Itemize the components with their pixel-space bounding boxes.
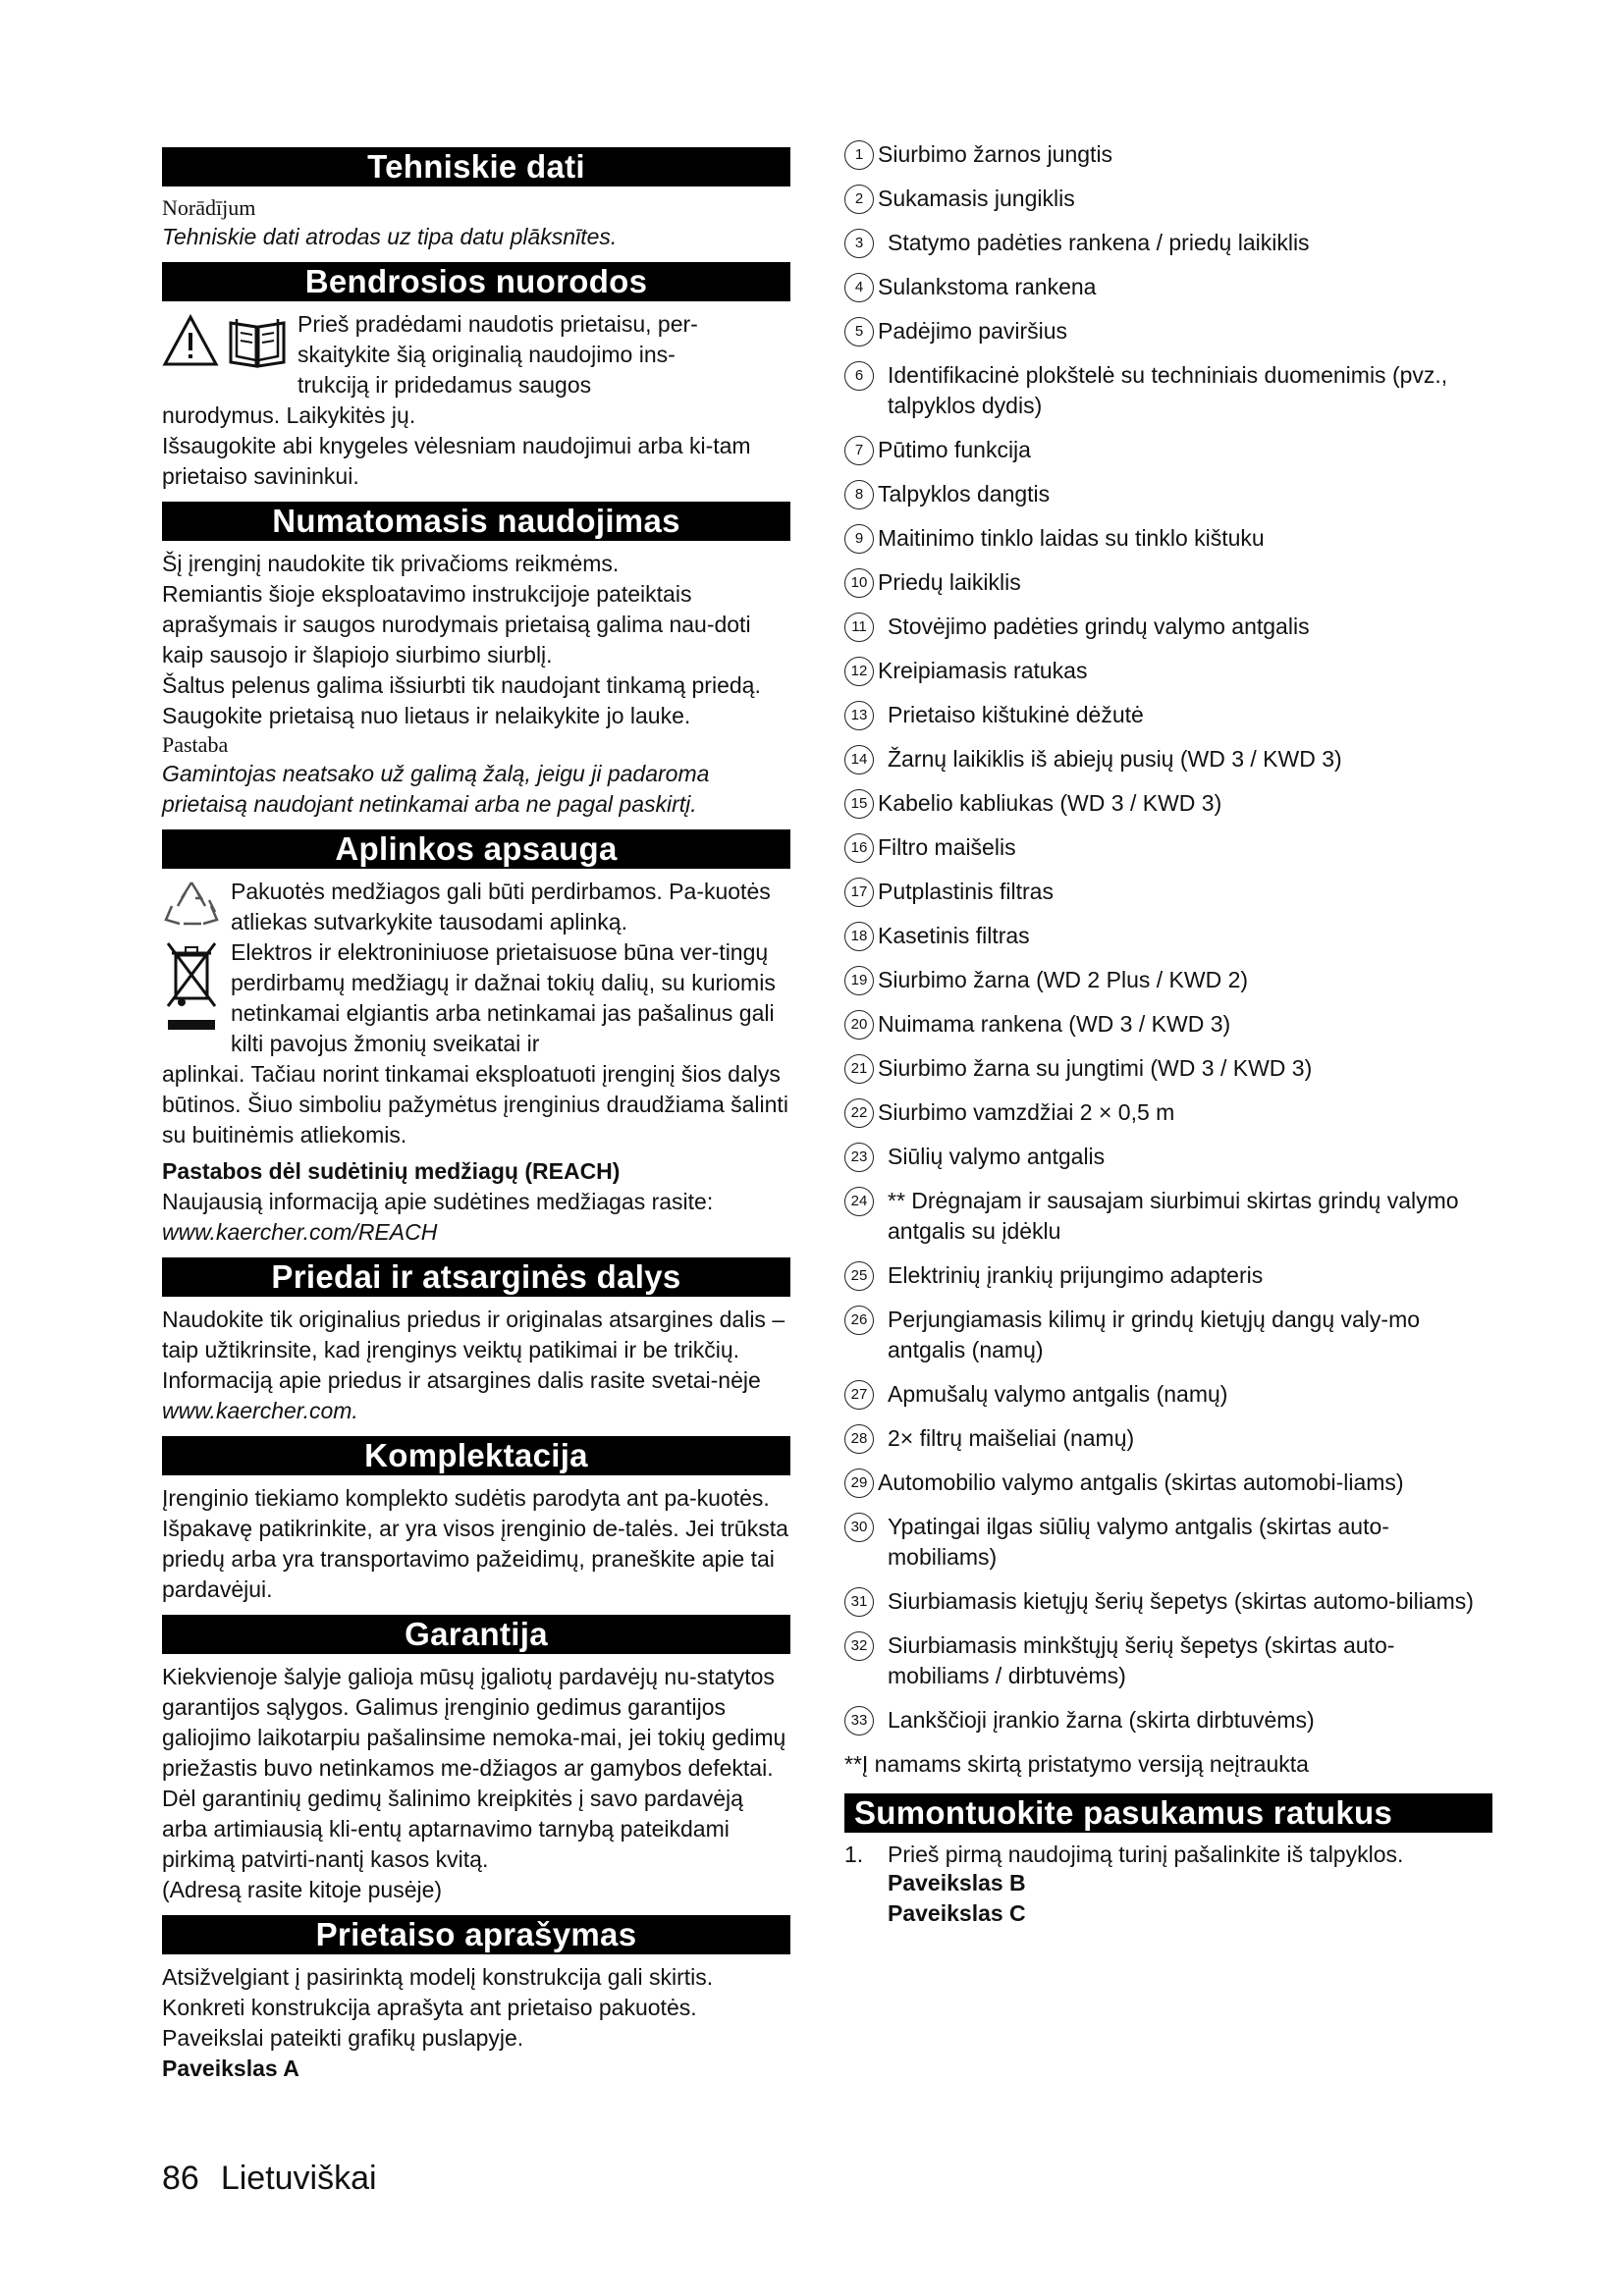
list-item xyxy=(844,1097,1492,1128)
list-item xyxy=(844,139,1492,170)
item-text: Sulankstoma rankena xyxy=(878,274,1097,299)
list-item xyxy=(844,1305,1492,1365)
list-item xyxy=(844,788,1492,819)
intended-p4: Saugokite prietaisą nuo lietaus ir nelaikykite jo lauke. xyxy=(162,703,691,728)
heading-environment: Aplinkos apsauga xyxy=(162,829,790,869)
item-number-badge: 2 xyxy=(844,185,874,214)
item-text: Siurbimo žarna su jungtimi (WD 3 / KWD 3) xyxy=(878,1055,1313,1081)
heading-delivery: Komplektacija xyxy=(162,1436,790,1475)
item-number-badge: 25 xyxy=(844,1261,874,1291)
item-text: Putplastinis filtras xyxy=(878,879,1054,904)
figure-a: Paveikslas A xyxy=(162,2056,299,2081)
item-number-badge: 19 xyxy=(844,966,874,995)
list-item xyxy=(844,184,1492,214)
item-text: Automobilio valymo antgalis (skirtas automobi-liams) xyxy=(878,1469,1404,1495)
reach-text: Naujausią informaciją apie sudėtines medžiagas rasite: xyxy=(162,1189,714,1214)
item-number-badge: 18 xyxy=(844,922,874,951)
section-description xyxy=(162,1915,790,2084)
item-text: Siurbiamasis kietųjų šerių šepetys (skirtas automo-biliams) xyxy=(888,1588,1474,1614)
description-p1: Atsižvelgiant į pasirinktą modelį konstrukcija gali skirtis. Konkreti konstrukcija aprašyta ant prietaiso pakuotės. xyxy=(162,1964,714,2020)
assembly-step-1 xyxy=(844,1841,1492,1868)
list-item xyxy=(844,228,1492,258)
item-number-badge: 30 xyxy=(844,1513,874,1542)
reach-url: www.kaercher.com/REACH xyxy=(162,1219,438,1245)
heading-intended-use: Numatomasis naudojimas xyxy=(162,502,790,541)
weee-text-2: aplinkai. Tačiau norint tinkamai eksploatuoti įrenginį šios dalys būtinos. Šiuo simboliu pažymėtus įrenginius draudžiama šalinti su buitinėmis atliekomis. xyxy=(162,1061,788,1148)
crossed-bin-icon xyxy=(162,937,221,1036)
intended-p2: Remiantis šioje eksploatavimo instrukcijoje pateiktais aprašymais ir saugos nurodymais prietaisą galima nau-doti kaip sausojo ir šlapiojo siurbimo siurblį. xyxy=(162,581,751,667)
weee-row xyxy=(162,937,790,1059)
item-text: Siurbimo žarna (WD 2 Plus / KWD 2) xyxy=(878,967,1249,992)
parts-list xyxy=(844,139,1492,1735)
parts-p1: Naudokite tik originalius priedus ir originalas atsargines dalis – taip užtikrinsite, kad įrenginys veiktų patikimai ir be trikčių. xyxy=(162,1307,785,1362)
heading-assembly: Sumontuokite pasukamus ratukus xyxy=(844,1793,1492,1833)
item-number-badge: 31 xyxy=(844,1587,874,1617)
footnote: **Į namams skirtą pristatymo versiją neįtraukta xyxy=(844,1751,1309,1777)
item-number-badge: 27 xyxy=(844,1380,874,1410)
section-tech xyxy=(162,147,790,252)
list-item xyxy=(844,1468,1492,1498)
reach-title: Pastabos dėl sudėtinių medžiagų (REACH) xyxy=(162,1158,621,1184)
item-text: Siurbiamasis minkštųjų šerių šepetys (skirtas auto-mobiliams / dirbtuvėms) xyxy=(888,1632,1395,1688)
note-label: Norādījum xyxy=(162,195,256,220)
item-number-badge: 17 xyxy=(844,878,874,907)
intended-p3: Šaltus pelenus galima išsiurbti tik naudojant tinkamą priedą. xyxy=(162,672,761,698)
list-item xyxy=(844,921,1492,951)
list-item xyxy=(844,1512,1492,1573)
list-item xyxy=(844,1423,1492,1454)
item-text: Maitinimo tinklo laidas su tinklo kištuku xyxy=(878,525,1265,551)
item-text: Prietaiso kištukinė dėžutė xyxy=(888,702,1144,727)
item-text: Talpyklos dangtis xyxy=(878,481,1051,507)
item-text: Kabelio kabliukas (WD 3 / KWD 3) xyxy=(878,790,1222,816)
item-number-badge: 5 xyxy=(844,317,874,347)
item-number-badge: 6 xyxy=(844,361,874,391)
item-text: Identifikacinė plokštelė su techniniais duomenimis (pvz., talpyklos dydis) xyxy=(888,362,1448,418)
warning-text xyxy=(298,309,698,400)
list-item xyxy=(844,965,1492,995)
item-text: Ypatingai ilgas siūlių valymo antgalis (skirtas auto-mobiliams) xyxy=(888,1514,1389,1570)
item-text: Siurbimo vamzdžiai 2 × 0,5 m xyxy=(878,1099,1175,1125)
intended-p1: Šį įrenginį naudokite tik privačioms reikmėms. xyxy=(162,551,620,576)
warranty-p1: Kiekvienoje šalyje galioja mūsų įgaliotų pardavėjų nu-statytos garantijos sąlygos. Galimus įrenginio gedimus garantijos galiojimo laikotarpiu pašalinsime nemoka-mai, jei tokių gedimų priežastis buvo netinkamos me-džiagos ar gamybos defektai. Dėl garantinių gedimų šalinimo kreipkitės į savo pardavėją arba artimiausią kli-entų aptarnavimo tarnybą pateikdami pirkimą patvirti-nantį kasos kvitą. xyxy=(162,1664,786,1872)
item-text: Nuimama rankena (WD 3 / KWD 3) xyxy=(878,1011,1231,1037)
item-text: Sukamasis jungiklis xyxy=(878,186,1075,211)
item-number-badge: 29 xyxy=(844,1468,874,1498)
general-line-1: Prieš pradėdami naudotis prietaisu, per- xyxy=(298,311,698,337)
item-number-badge: 12 xyxy=(844,657,874,686)
list-item xyxy=(844,832,1492,863)
left-column xyxy=(162,139,790,2094)
recycle-icon xyxy=(162,877,221,932)
warranty-p2: (Adresą rasite kitoje pusėje) xyxy=(162,1877,443,1902)
list-item xyxy=(844,656,1492,686)
general-line-3: trukciją ir pridedamus saugos xyxy=(298,372,592,398)
list-item xyxy=(844,479,1492,509)
item-text: Siurbimo žarnos jungtis xyxy=(878,141,1113,167)
heading-description: Prietaiso aprašymas xyxy=(162,1915,790,1954)
step-text: Prieš pirmą naudojimą turinį pašalinkite iš talpyklos. xyxy=(888,1842,1404,1867)
delivery-p1: Įrenginio tiekiamo komplekto sudėtis parodyta ant pa-kuotės. Išpakavę patikrinkite, ar yra visos įrenginio de-talės. Jei trūksta priedų arba yra transportavimo pažeidimų, praneškite apie tai pardavėjui. xyxy=(162,1485,788,1602)
section-delivery xyxy=(162,1436,790,1605)
list-item xyxy=(844,567,1492,598)
item-number-badge: 24 xyxy=(844,1187,874,1216)
recycle-row xyxy=(162,877,790,937)
list-item xyxy=(844,1630,1492,1691)
item-text: Apmušalų valymo antgalis (namų) xyxy=(888,1381,1228,1407)
list-item xyxy=(844,1379,1492,1410)
item-text: Kreipiamasis ratukas xyxy=(878,658,1088,683)
section-environment xyxy=(162,829,790,1248)
manual-book-icon xyxy=(227,313,288,370)
list-item xyxy=(844,1260,1492,1291)
item-number-badge: 14 xyxy=(844,745,874,774)
parts-p2-text: Informaciją apie priedus ir atsargines dalis rasite svetai-nėje xyxy=(162,1367,761,1393)
list-item xyxy=(844,360,1492,421)
warning-triangle-icon xyxy=(162,313,219,368)
item-text: Elektrinių įrankių prijungimo adapteris xyxy=(888,1262,1264,1288)
step-number: 1. xyxy=(844,1842,864,1867)
heading-accessories: Priedai ir atsarginės dalys xyxy=(162,1257,790,1297)
item-text: Filtro maišelis xyxy=(878,834,1016,860)
item-number-badge: 20 xyxy=(844,1010,874,1040)
list-item xyxy=(844,523,1492,554)
list-item xyxy=(844,1186,1492,1247)
list-item xyxy=(844,1053,1492,1084)
item-text: Perjungiamasis kilimų ir grindų kietųjų dangų valy-mo antgalis (namų) xyxy=(888,1307,1421,1362)
list-item xyxy=(844,1009,1492,1040)
item-number-badge: 16 xyxy=(844,833,874,863)
section-warranty xyxy=(162,1615,790,1905)
item-text: Kasetinis filtras xyxy=(878,923,1030,948)
list-item xyxy=(844,1142,1492,1172)
parts-p2 xyxy=(162,1365,790,1426)
item-number-badge: 13 xyxy=(844,701,874,730)
list-item xyxy=(844,877,1492,907)
item-text: Lankščioji įrankio žarna (skirta dirbtuvėms) xyxy=(888,1707,1315,1733)
list-item xyxy=(844,316,1492,347)
figure-b: Paveikslas B xyxy=(888,1870,1026,1896)
list-item xyxy=(844,1586,1492,1617)
item-text: ** Drėgnajam ir sausajam siurbimui skirtas grindų valymo antgalis su įdėklu xyxy=(888,1188,1459,1244)
list-item xyxy=(844,272,1492,302)
heading-warranty: Garantija xyxy=(162,1615,790,1654)
weee-text: Elektros ir elektroniniuose prietaisuose būna ver-tingų perdirbamų medžiagų ir dažnai tokių dalių, su kuriomis netinkamai elgiantis arba netinkamai jas pašalinus gali kilti pavojus žmonių sveikatai ir xyxy=(231,939,776,1056)
item-number-badge: 32 xyxy=(844,1631,874,1661)
item-number-badge: 11 xyxy=(844,613,874,642)
section-intended-use xyxy=(162,502,790,820)
warning-row xyxy=(162,309,790,400)
page-number: 86 xyxy=(162,2160,199,2197)
item-text: Žarnų laikiklis iš abiejų pusių (WD 3 / KWD 3) xyxy=(888,746,1342,772)
item-number-badge: 4 xyxy=(844,273,874,302)
general-text-2: Išsaugokite abi knygeles vėlesniam naudojimui arba ki-tam prietaiso savininkui. xyxy=(162,433,751,489)
section-accessories xyxy=(162,1257,790,1426)
item-text: 2× filtrų maišeliai (namų) xyxy=(888,1425,1135,1451)
item-number-badge: 21 xyxy=(844,1054,874,1084)
item-number-badge: 3 xyxy=(844,229,874,258)
item-text: Stovėjimo padėties grindų valymo antgalis xyxy=(888,614,1310,639)
description-p2: Paveikslai pateikti grafikų puslapyje. xyxy=(162,2025,524,2051)
item-number-badge: 9 xyxy=(844,524,874,554)
list-item xyxy=(844,435,1492,465)
general-line-2: skaitykite šią originalią naudojimo ins- xyxy=(298,342,676,367)
item-number-badge: 33 xyxy=(844,1706,874,1735)
item-number-badge: 8 xyxy=(844,480,874,509)
figure-c: Paveikslas C xyxy=(888,1900,1026,1926)
warning-icons xyxy=(162,313,288,400)
language-label: Lietuviškai xyxy=(220,2160,377,2197)
item-number-badge: 1 xyxy=(844,140,874,170)
item-text: Siūlių valymo antgalis xyxy=(888,1144,1106,1169)
item-text: Priedų laikiklis xyxy=(878,569,1021,595)
item-number-badge: 22 xyxy=(844,1098,874,1128)
note-text: Tehniskie dati atrodas uz tipa datu plāksnītes. xyxy=(162,224,618,249)
general-text-1: nurodymus. Laikykitės jų. xyxy=(162,402,416,428)
parts-url: www.kaercher.com. xyxy=(162,1398,358,1423)
item-number-badge: 10 xyxy=(844,568,874,598)
item-number-badge: 15 xyxy=(844,789,874,819)
item-number-badge: 26 xyxy=(844,1306,874,1335)
list-item xyxy=(844,744,1492,774)
intended-note-label: Pastaba xyxy=(162,732,229,757)
item-text: Statymo padėties rankena / priedų laikiklis xyxy=(888,230,1310,255)
right-column xyxy=(844,139,1492,1929)
heading-tech: Tehniskie dati xyxy=(162,147,790,187)
list-item xyxy=(844,700,1492,730)
list-item xyxy=(844,1705,1492,1735)
recycle-text: Pakuotės medžiagos gali būti perdirbamos. Pa-kuotės atliekas sutvarkykite tausodami aplinką. xyxy=(231,879,771,934)
item-text: Pūtimo funkcija xyxy=(878,437,1031,462)
item-number-badge: 28 xyxy=(844,1424,874,1454)
list-item xyxy=(844,612,1492,642)
heading-general: Bendrosios nuorodos xyxy=(162,262,790,301)
intended-note-text: Gamintojas neatsako už galimą žalą, jeigu ji padaroma prietaisą naudojant netinkamai arba ne pagal paskirtį. xyxy=(162,761,710,817)
item-text: Padėjimo paviršius xyxy=(878,318,1068,344)
page-footer xyxy=(162,2160,399,2198)
section-general xyxy=(162,262,790,492)
item-number-badge: 7 xyxy=(844,436,874,465)
item-number-badge: 23 xyxy=(844,1143,874,1172)
